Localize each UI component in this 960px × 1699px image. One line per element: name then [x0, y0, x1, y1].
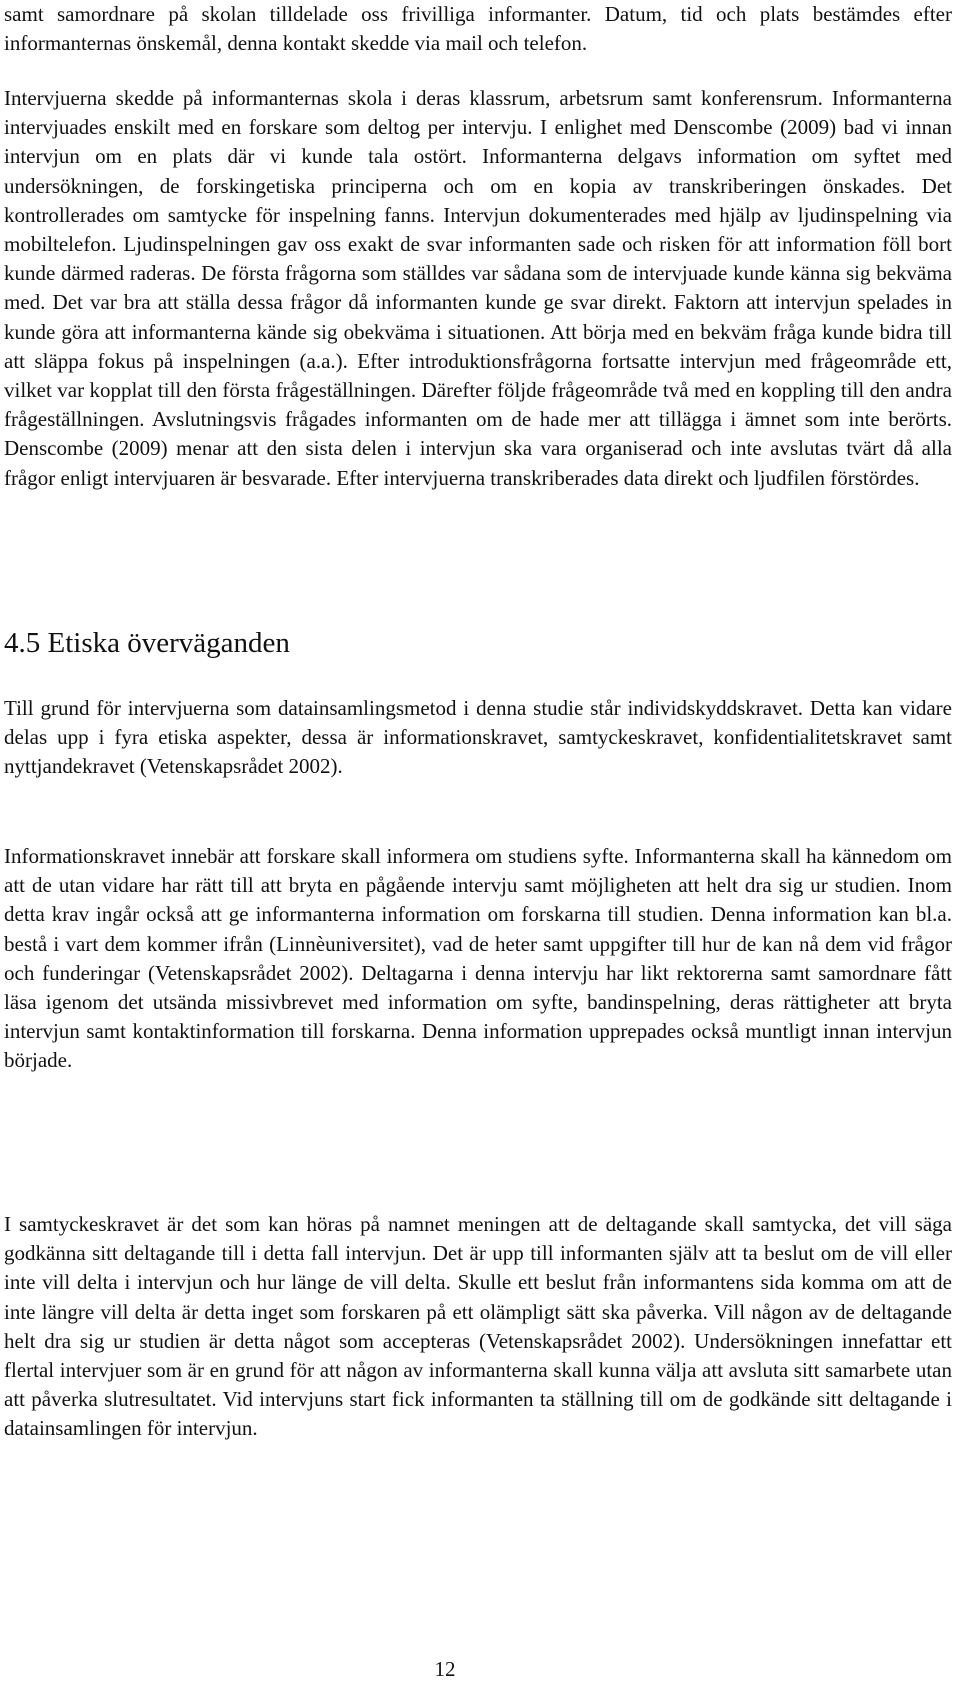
- paragraph-consent-requirement: I samtyckeskravet är det som kan höras på namnet meningen att de deltagande skall samtycka, det vill säga godkänna sitt deltagande till i detta fall intervjun. Det är upp till informanten själv att ta beslut om de vill eller inte vill delta i intervjun och hur länge de vill delta. Skulle ett beslut från informantens sida komma om att de inte längre vill delta är detta inget som forskaren på ett olämpligt sätt ska påverka. Vill någon av de deltagande helt dra sig ur studien är detta något som accepteras (Vetenskapsrådet 2002). Undersökningen innefattar ett flertal intervjuer som är en grund för att någon av informanterna skall kunna välja att avsluta sitt samarbete utan att påverka slutresultatet. Vid intervjuns start fick informanten ta ställning till om de godkände sitt deltagande i datainsamlingen för intervjun.: [4, 1212, 952, 1441]
- paragraph-interview-procedure: Intervjuerna skedde på informanternas skola i deras klassrum, arbetsrum samt konferensrum. Informanterna intervjuades enskilt med en forskare som deltog per intervju. I enlighet med Denscombe (2009) bad vi innan intervjun om en plats där vi kunde tala ostört. Informanterna delgavs information om syftet med undersökningen, de forskingetiska principerna och om en kopia av transkriberingen önskades. Det kontrollerades om samtycke för inspelning fanns. Intervjun dokumenterades med hjälp av ljudinspelning via mobiltelefon. Ljudinspelningen gav oss exakt de svar informanten sade och risken för att information föll bort kunde därmed raderas. De första frågorna som ställdes var sådana som de intervjuade kunde känna sig bekväma med. Det var bra att ställa dessa frågor då informanten kunde ge svar direkt. Faktorn att intervjun spelades in kunde göra att informanterna kände sig obekväma i situationen. Att börja med en bekväm fråga kunde bidra till att släppa fokus på inspelningen (a.a.). Efter introduktionsfrågorna fortsatte intervjun med frågeområde ett, vilket var kopplat till den första frågeställningen. Därefter följde frågeområde två med en koppling till den andra frågeställningen. Avslutningsvis frågades informanten om de hade mer att tillägga i ämnet som inte berörts. Denscombe (2009) menar att den sista delen i intervjun ska vara organiserad och inte avslutas tvärt då alla frågor enligt intervjuaren är besvarade. Efter intervjuerna transkriberades data direkt och ljudfilen förstördes.: [4, 86, 952, 490]
- paragraph-scheduling: samt samordnare på skolan tilldelade oss frivilliga informanter. Datum, tid och plats bestämdes efter informanternas önskemål, denna kontakt skedde via mail och telefon.: [4, 2, 952, 56]
- paragraph-information-requirement: Informationskravet innebär att forskare skall informera om studiens syfte. Informanterna skall ha kännedom om att de utan vidare har rätt till att bryta en pågående intervju samt möjligheten att helt dra sig ur studien. Inom detta krav ingår också att ge informanterna information om forskarna till studien. Denna information kan bl.a. bestå i vart dem kommer ifrån (Linnèuniversitet), vad de heter samt uppgifter till hur de kan nå dem vid frågor och funderingar (Vetenskapsrådet 2002). Deltagarna i denna intervju har likt rektorerna samt samordnare fått läsa igenom det utsända missivbrevet med information om syfte, bandinspelning, deras rättigheter att bryta intervjun samt kontaktinformation till forskarna. Denna information upprepades också muntligt innan intervjun började.: [4, 844, 952, 1073]
- paragraph-ethics-intro: Till grund för intervjuerna som datainsamlingsmetod i denna studie står individskyddskravet. Detta kan vidare delas upp i fyra etiska aspekter, dessa är informationskravet, samtyckeskravet, konfidentialitetskravet samt nyttjandekravet (Vetenskapsrådet 2002).: [4, 696, 952, 779]
- section-heading: 4.5 Etiska överväganden: [4, 627, 290, 659]
- page-number: 12: [434, 1657, 456, 1681]
